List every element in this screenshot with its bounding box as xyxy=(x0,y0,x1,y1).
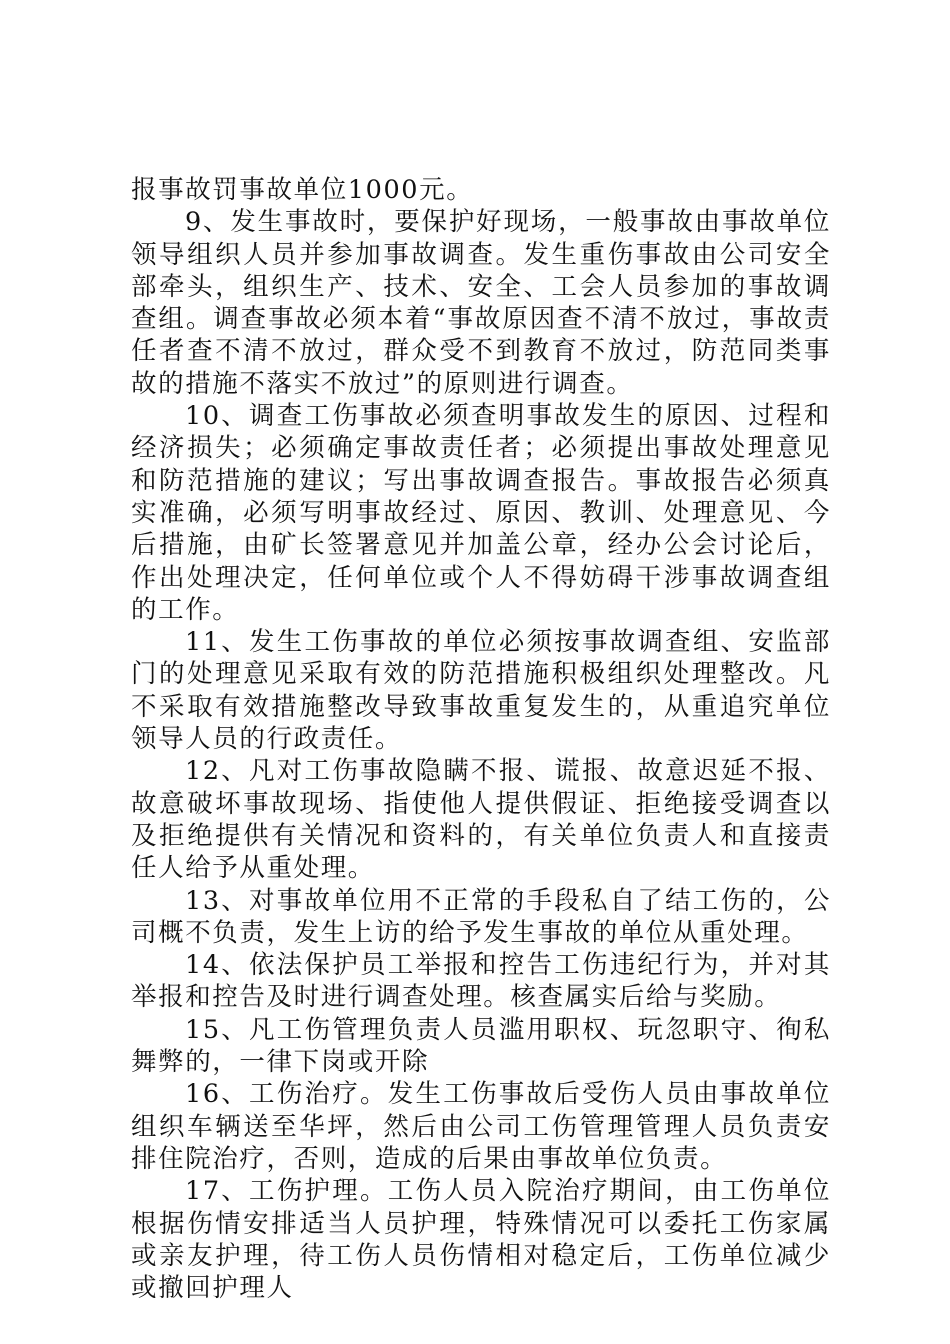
paragraph-item-16: 16、工伤治疗。发生工伤事故后受伤人员由事故单位组织车辆送至华坪，然后由公司工伤管理管理人员负责安排住院治疗，否则，造成的后果由事故单位负责。 xyxy=(131,1079,831,1174)
paragraph-item-10: 10、调查工伤事故必须查明事故发生的原因、过程和经济损失；必须确定事故责任者；必须提出事故处理意见和防范措施的建议；写出事故调查报告。事故报告必须真实准确，必须写明事故经过、原因、教训、处理意见、今后措施，由矿长签署意见并加盖公章，经办公会讨论后，作出处理决定，任何单位或个人不得妨碍干涉事故调查组的工作。 xyxy=(131,401,831,625)
document-body xyxy=(131,174,831,1304)
paragraph-item-14: 14、依法保护员工举报和控告工伤违纪行为，并对其举报和控告及时进行调查处理。核查属实后给与奖励。 xyxy=(131,950,831,1013)
paragraph-continuation: 报事故罚事故单位1000元。 xyxy=(131,175,474,205)
paragraph-item-9: 9、发生事故时，要保护好现场，一般事故由事故单位领导组织人员并参加事故调查。发生重伤事故由公司安全部牵头，组织生产、技术、安全、工会人员参加的事故调查组。调查事故必须本着“事故原因查不清不放过，事故责任者查不清不放过，群众受不到教育不放过，防范同类事故的措施不落实不放过”的原则进行调查。 xyxy=(131,207,831,399)
paragraph-item-12: 12、凡对工伤事故隐瞒不报、谎报、故意迟延不报、故意破坏事故现场、指使他人提供假证、拒绝接受调查以及拒绝提供有关情况和资料的，有关单位负责人和直接责任人给予从重处理。 xyxy=(131,756,831,884)
paragraph-item-15: 15、凡工伤管理负责人员滥用职权、玩忽职守、徇私舞弊的，一律下岗或开除 xyxy=(131,1014,831,1078)
paragraph-item-11: 11、发生工伤事故的单位必须按事故调查组、安监部门的处理意见采取有效的防范措施积极组织处理整改。凡不采取有效措施整改导致事故重复发生的，从重追究单位领导人员的行政责任。 xyxy=(131,627,831,755)
paragraph-item-17: 17、工伤护理。工伤人员入院治疗期间，由工伤单位根据伤情安排适当人员护理，特殊情况可以委托工伤家属或亲友护理，待工伤人员伤情相对稳定后，工伤单位减少或撤回护理人 xyxy=(131,1176,831,1304)
paragraph-item-13: 13、对事故单位用不正常的手段私自了结工伤的，公司概不负责，发生上访的给予发生事故的单位从重处理。 xyxy=(131,885,831,948)
